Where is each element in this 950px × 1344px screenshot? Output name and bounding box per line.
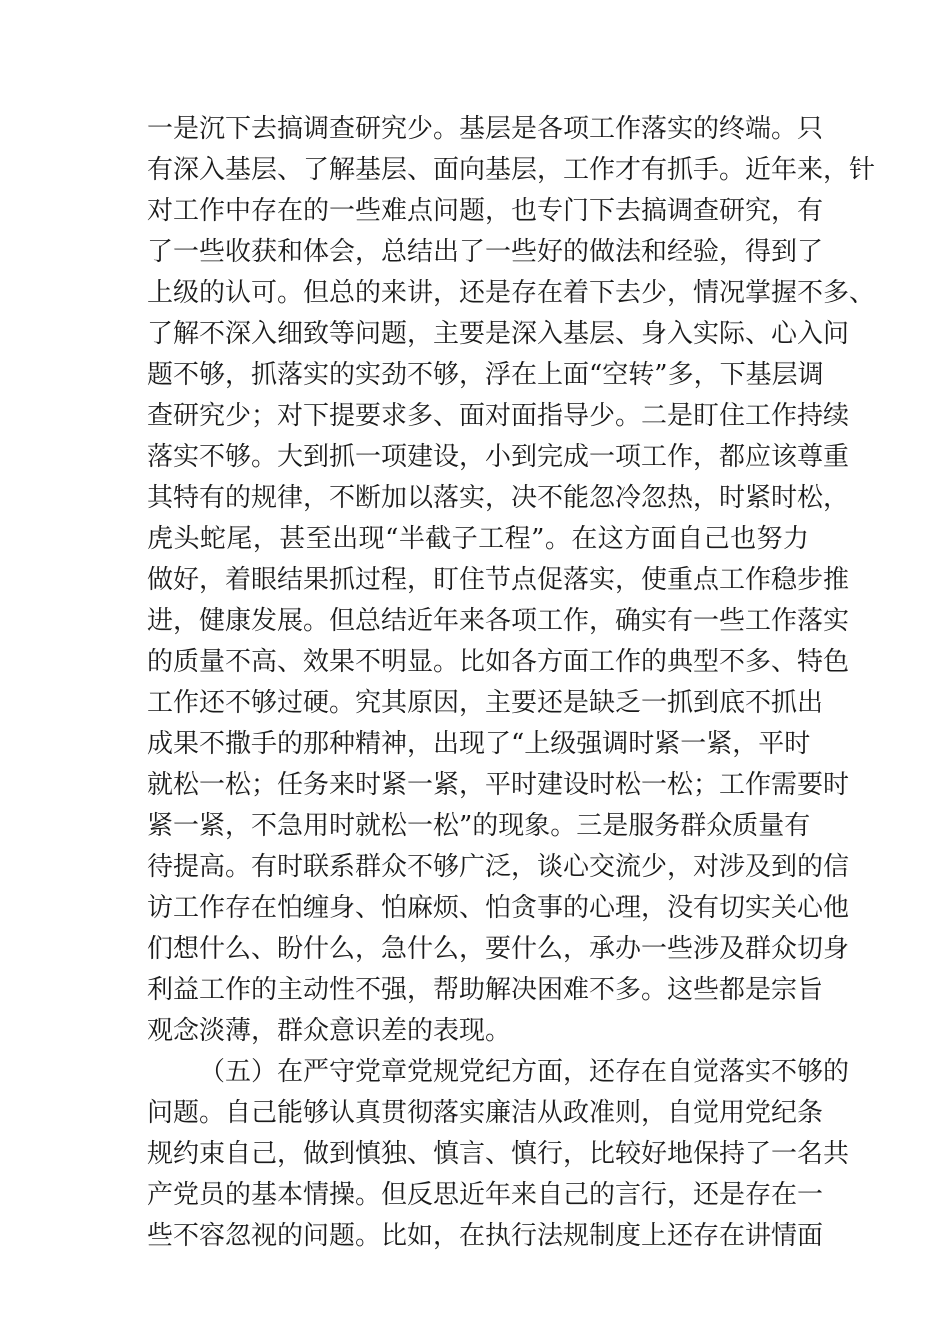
text-line: 的质量不高、效果不明显。比如各方面工作的典型不多、特色 bbox=[147, 647, 850, 677]
section-heading-line: （五）在严守党章党规党纪方面，还存在自觉落实不够的 bbox=[199, 1057, 850, 1087]
text-line: 虎头蛇尾，甚至出现“半截子工程”。在这方面自己也努力 bbox=[147, 524, 809, 554]
text-line: 待提高。有时联系群众不够广泛，谈心交流少，对涉及到的信 bbox=[147, 852, 850, 882]
paragraph-end-line: 观念淡薄，群众意识差的表现。 bbox=[147, 1016, 512, 1046]
text-line: 规约束自己，做到慎独、慎言、慎行，比较好地保持了一名共 bbox=[147, 1139, 850, 1169]
text-line: 产党员的基本情操。但反思近年来自己的言行，还是存在一 bbox=[147, 1180, 824, 1210]
text-line: 工作还不够过硬。究其原因，主要还是缺乏一抓到底不抓出 bbox=[147, 688, 824, 718]
text-line: 就松一松；任务来时紧一紧，平时建设时松一松；工作需要时 bbox=[147, 770, 850, 800]
text-line: 做好，着眼结果抓过程，盯住节点促落实，使重点工作稳步推 bbox=[147, 565, 850, 595]
text-line: 些不容忽视的问题。比如，在执行法规制度上还存在讲情面 bbox=[147, 1221, 824, 1251]
text-line: 一是沉下去搞调查研究少。基层是各项工作落实的终端。只 bbox=[147, 114, 824, 144]
text-line: 题不够，抓落实的实劲不够，浮在上面“空转”多，下基层调 bbox=[147, 360, 824, 390]
text-line: 上级的认可。但总的来讲，还是存在着下去少，情况掌握不多、 bbox=[147, 278, 876, 308]
text-line: 查研究少；对下提要求多、面对面指导少。二是盯住工作持续 bbox=[147, 401, 850, 431]
text-line: 其特有的规律，不断加以落实，决不能忽冷忽热，时紧时松， bbox=[147, 483, 850, 513]
text-line: 紧一紧，不急用时就松一松”的现象。三是服务群众质量有 bbox=[147, 811, 811, 841]
text-line: 问题。自己能够认真贯彻落实廉洁从政准则，自觉用党纪条 bbox=[147, 1098, 824, 1128]
body-text bbox=[147, 109, 876, 1257]
text-line: 对工作中存在的一些难点问题，也专门下去搞调查研究，有 bbox=[147, 196, 824, 226]
text-line: 有深入基层、了解基层、面向基层，工作才有抓手。近年来，针 bbox=[147, 155, 876, 185]
text-line: 访工作存在怕缠身、怕麻烦、怕贪事的心理，没有切实关心他 bbox=[147, 893, 850, 923]
text-line: 成果不撒手的那种精神，出现了“上级强调时紧一紧，平时 bbox=[147, 729, 811, 759]
text-line: 了一些收获和体会，总结出了一些好的做法和经验，得到了 bbox=[147, 237, 824, 267]
text-line: 了解不深入细致等问题，主要是深入基层、身入实际、心入问 bbox=[147, 319, 850, 349]
text-line: 们想什么、盼什么，急什么，要什么，承办一些涉及群众切身 bbox=[147, 934, 850, 964]
text-line: 进，健康发展。但总结近年来各项工作，确实有一些工作落实 bbox=[147, 606, 850, 636]
text-line: 落实不够。大到抓一项建设，小到完成一项工作，都应该尊重 bbox=[147, 442, 850, 472]
text-line: 利益工作的主动性不强，帮助解决困难不多。这些都是宗旨 bbox=[147, 975, 824, 1005]
